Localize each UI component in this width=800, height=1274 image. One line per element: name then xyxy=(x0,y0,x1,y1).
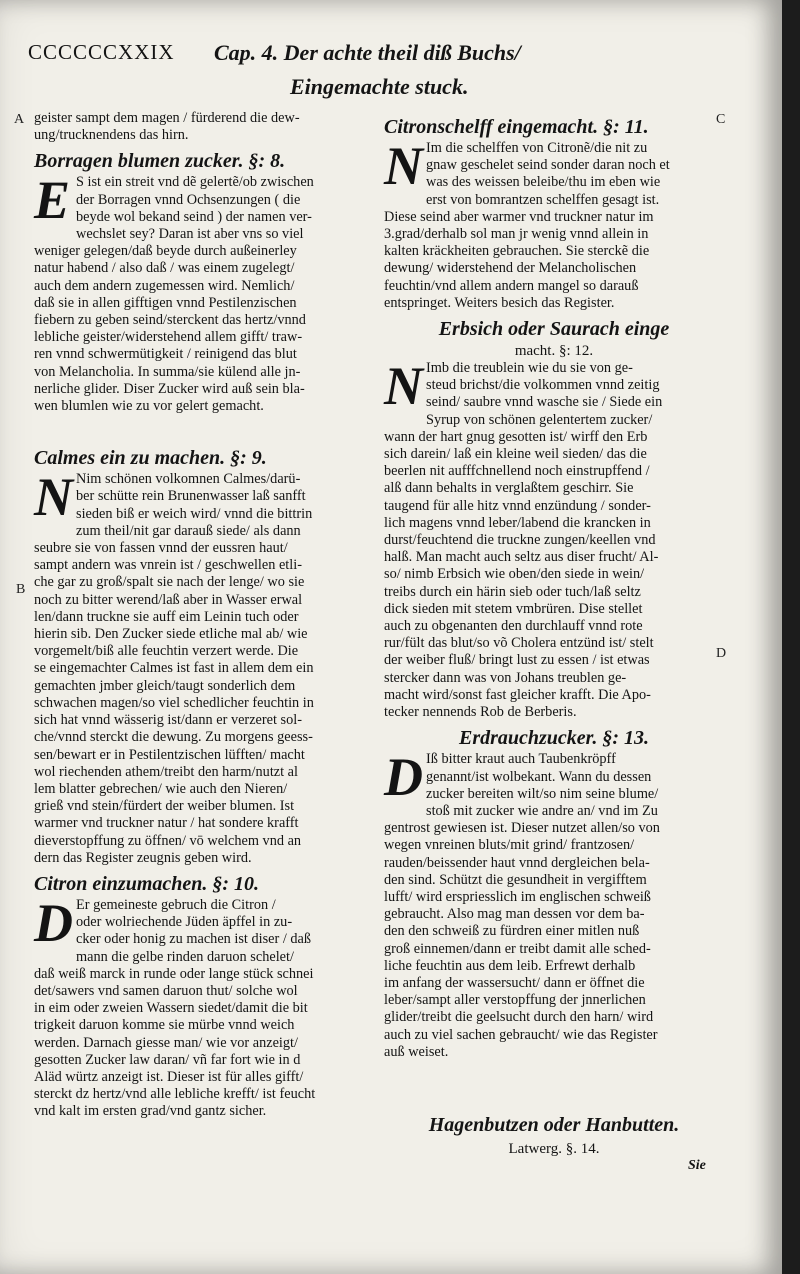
text-line: che gar zu groß/spalt sie nach der lenge/ wo sie xyxy=(34,574,305,591)
text-line: Er gemeineste gebruch die Citron / xyxy=(76,896,276,913)
text-line: Syrup von schönen gelentertem zucker/ xyxy=(426,411,653,428)
text-line: warmer vnd truckner natur / hat sondere krafft xyxy=(34,815,299,832)
text-line: so/ nimb Erbsich wie oben/den siede in wein/ xyxy=(384,566,645,583)
section-heading: Erbsich oder Saurach einge xyxy=(438,318,670,341)
text-line: zum theil/nit gar darauß siede/ als dann xyxy=(76,522,301,539)
text-line: taugend für alle hitz vnnd enzündung / sonder- xyxy=(384,497,651,514)
text-line: cker oder honig zu machen ist diser / daß xyxy=(76,931,312,948)
section-heading-continued: macht. §: 12. xyxy=(514,343,594,360)
text-line: len/dann truckne sie auff eim Leinin tuch oder xyxy=(34,608,299,625)
text-line: genannt/ist wolbekant. Wann du dessen xyxy=(426,768,652,785)
text-line: daß weiß marck in runde oder lange stück schnei xyxy=(34,965,314,982)
page-number: CCCCCCXXIX xyxy=(28,40,175,64)
text-line: rauden/beissender haut vnnd dergleichen bela- xyxy=(384,854,650,871)
text-line: entspringet. Weiters besich das Register. xyxy=(384,294,615,311)
text-line: den den schweiß zu fürdren einer mitlen nuß xyxy=(384,923,640,940)
text-line: dewung/ widerstehend der Melancholischen xyxy=(384,260,637,277)
text-line: in eim oder zweien Wassern siedet/damit die bit xyxy=(34,1000,308,1017)
text-line: durst/feuchtend die truckne zungen/keellen vnd xyxy=(384,532,656,549)
text-line: leber/sampt aller verstopffung der jnnerlichen xyxy=(384,992,646,1009)
section-heading: Citronschelff eingemacht. §: 11. xyxy=(384,116,649,138)
text-line: trigkeit daruon komme sie mürbe vnnd weich xyxy=(34,1017,295,1034)
section-body xyxy=(384,136,724,312)
text-line: lem blatter gebrechen/ wie auch den Nieren/ xyxy=(34,780,288,797)
text-line: seind/ saubre vnnd wasche sie / Siede ein xyxy=(426,394,663,411)
text-line: vnd kalt im ersten grad/vnd gantz sicher. xyxy=(34,1103,267,1120)
margin-letter-c: C xyxy=(716,112,726,127)
page-header xyxy=(28,40,748,110)
section-body xyxy=(34,467,370,867)
text-line: gnaw geschelet seind sonder daran noch et xyxy=(426,157,670,174)
text-line: natur habend / also daß / was einem zugelegt/ xyxy=(34,260,295,277)
text-line: mann die gelbe rinden daruon schelet/ xyxy=(76,948,294,965)
text-line: werden. Darnach giesse man/ wie vor anzeigt/ xyxy=(34,1034,298,1051)
text-line: erst von bomrantzen schelffen gesagt ist. xyxy=(426,191,660,208)
text-line: den sind. Schützt die gesundheit in vergifftem xyxy=(384,871,647,888)
text-line: der Borragen vnnd Ochsenzungen ( die xyxy=(76,191,301,208)
section-heading: Borragen blumen zucker. §: 8. xyxy=(34,150,286,173)
text-line: sieden biß er weich wird/ vnnd die bittrin xyxy=(76,505,313,522)
text-line: vorgemelt/biß alle feuchtin verzert werde. Die xyxy=(34,643,299,660)
text-line: steud brichst/die volkommen vnnd zeitig xyxy=(426,377,660,394)
text-line: macht wird/sonst fast gleicher krafft. Die Apo- xyxy=(384,686,651,703)
section-body xyxy=(384,747,724,1061)
text-line: noch zu bitter werend/laß aber in Wasser erwal xyxy=(34,591,303,608)
section-heading: Erdrauchzucker. §: 13. xyxy=(458,727,650,750)
text-line: kalten kräckheiten gebrauchen. Sie sterckẽ die xyxy=(384,243,650,260)
text-line: sterckt dz hertz/vnd alle lebliche krefft/ ist feucht xyxy=(34,1086,316,1103)
text-line: auch dem andern zugemessen wird. Nemlich/ xyxy=(34,277,295,294)
text-line: nerliche glider. Diser Zucker wird auß sein bla- xyxy=(34,380,305,397)
drop-initial: E xyxy=(34,170,71,231)
text-line: seubre sie von fassen vnnd der eussren haut/ xyxy=(34,540,288,557)
text-line: wann der hart gnug gesotten ist/ wirff den Erb xyxy=(384,428,648,445)
text-line: dern das Register zeugnis geben wird. xyxy=(34,849,252,866)
text-line: Diese seind aber warmer vnd truckner natur im xyxy=(384,208,654,225)
text-line: sen/bewart er in Pestilentzischen lüfften/ macht xyxy=(34,746,305,763)
text-line: beyde wol bekand seind ) der namen ver- xyxy=(76,208,312,225)
running-subtitle: Eingemachte stuck. xyxy=(290,74,469,99)
catchword: Sie xyxy=(688,1158,706,1173)
text-line: liche feuchtin aus dem leib. Erfrewt derhalb xyxy=(384,957,636,974)
section-heading: Calmes ein zu machen. §: 9. xyxy=(34,447,267,470)
text-line: Aläd würtz anzeigt ist. Dieser ist für alles gifft/ xyxy=(34,1068,304,1085)
section-body xyxy=(34,170,370,415)
text-line: wegen vnreinen bluts/mit grind/ frantzosen/ xyxy=(384,837,635,854)
text-line: che/vnnd sterckt die dewung. Zu morgens geess- xyxy=(34,729,313,746)
text-line: beerlen nit aufffchnellend noch einstrupffend / xyxy=(384,463,650,480)
text-line: S ist ein streit vnd dẽ gelertẽ/ob zwischen xyxy=(76,174,314,191)
text-line: hierin sib. Den Zucker siede etliche mal ab/ wie xyxy=(34,626,308,643)
text-line: stercker dann was von Johans treublen ge- xyxy=(384,669,627,686)
text-line: auch zu viel sachen gebraucht/ wie das Register xyxy=(384,1026,658,1043)
text-line: lich magens vnnd leber/labend die krancken in xyxy=(384,514,651,531)
text-line: fiebern zu geben seind/sterckent das hertz/vnnd xyxy=(34,312,306,329)
drop-initial: N xyxy=(34,467,73,528)
text-line: ber schütte rein Brunenwasser laß sanfft xyxy=(76,488,306,505)
book-gutter-edge xyxy=(782,0,800,1274)
margin-letter-a: A xyxy=(14,112,25,127)
margin-letter-b: B xyxy=(16,582,26,597)
running-title: Cap. 4. Der achte theil diß Buchs/ xyxy=(214,40,521,65)
text-line: det/sawers vnd samen daruon thut/ solche wol xyxy=(34,982,298,999)
margin-letter-d: D xyxy=(716,646,727,661)
text-line: geister sampt dem magen / fürderend die dew- xyxy=(34,110,300,126)
text-line: gebraucht. Also mag man dessen vor dem ba- xyxy=(384,906,645,923)
drop-initial: D xyxy=(34,892,73,953)
text-line: gentrost gewiesen ist. Dieser nutzet allen/so von xyxy=(384,820,660,837)
text-line: auch zu obgenanten den durchlauff vnnd rote xyxy=(384,618,643,635)
text-line: lufft/ wird erspriesslich im englischen schweiß xyxy=(384,888,651,905)
text-line: im anfang der wassersucht/ dann er öffnet die xyxy=(384,974,645,991)
drop-initial: N xyxy=(384,356,423,417)
text-line: oder wolriechende Jüden äpffel in zu- xyxy=(76,914,293,931)
text-line: der weiber fluß/ bringt lust zu essen / ist etwas xyxy=(384,652,650,669)
section-body xyxy=(34,892,370,1121)
text-line: daß sie in allen gifftigen vnnd Pestilenzischen xyxy=(34,294,297,311)
text-line: grieß vnd stein/fürdert der weiber blumen. Ist xyxy=(34,798,295,815)
text-line: gemachten jmber gleich/taugt sonderlich dem xyxy=(34,677,296,694)
text-line: Nim schönen volkomnen Calmes/darü- xyxy=(76,471,301,488)
text-line: lebliche geister/widerstehend allem gifft/ traw- xyxy=(34,329,303,346)
section-body xyxy=(384,356,727,721)
text-line: sich hat vnnd wässerig ist/dann er verzeret sol- xyxy=(34,712,302,729)
text-line: alß dann behalts in verglaßtem geschirr. Sie xyxy=(384,480,634,497)
next-section-heading: Hagenbutzen oder Hanbutten. xyxy=(428,1114,680,1136)
left-column xyxy=(34,110,370,1121)
text-line: zucker bereiten wilt/so nim seine blume/ xyxy=(426,785,659,802)
text-line: ren vnnd schwermütigkeit / reinigend das blut xyxy=(34,346,297,363)
text-line: halß. Man macht auch seltz aus diser frucht/ Al- xyxy=(384,549,659,566)
section-heading: Citron einzumachen. §: 10. xyxy=(34,872,260,895)
next-section-subheading: Latwerg. §. 14. xyxy=(508,1141,600,1157)
text-line: feuchtin/vnd allem andern mangel so darauß xyxy=(384,277,639,294)
text-line: dieverstopffung zu öffnen/ vō welchem vnd an xyxy=(34,832,302,849)
text-line: Iß bitter kraut auch Taubenkröpff xyxy=(426,751,616,768)
text-line: wol riechenden athem/treibt den harm/nutzt al xyxy=(34,763,298,780)
text-line: 3.grad/derhalb sol man jr wenig vnnd allein in xyxy=(384,226,649,243)
text-line: rur/fült das blut/so võ Cholera entzünd ist/ stelt xyxy=(384,635,654,652)
text-line: was des weissen beleibe/thu im eben wie xyxy=(426,174,661,191)
right-column xyxy=(384,110,727,1061)
drop-initial: D xyxy=(384,747,423,808)
text-line: tecker nennends Rob de Berberis. xyxy=(384,704,577,721)
text-line: weniger gelegen/daß beyde durch außeinerley xyxy=(34,243,297,260)
text-line: von Melancholia. In summa/sie külend alle jn- xyxy=(34,363,301,380)
text-line: schwachen magen/so viel schedlicher feuchtin in xyxy=(34,694,314,711)
text-line: wen blumlen wie zu vor gelert gemacht. xyxy=(34,398,264,415)
text-line: Imb die treublein wie du sie von ge- xyxy=(426,360,633,377)
text-line: stoß mit zucker wie andre an/ vnd im Zu xyxy=(426,802,658,819)
text-line: ung/trucknendens das hirn. xyxy=(34,127,189,144)
text-line: gesotten Zucker law daran/ vñ far fort wie in d xyxy=(34,1051,301,1068)
drop-initial: N xyxy=(384,136,423,196)
text-line: wechslet sey? Daran ist aber vns so viel xyxy=(76,226,304,243)
text-line: auß weiset. xyxy=(384,1043,449,1060)
text-line: treibs durch ein härin sieb oder tuch/laß seltz xyxy=(384,583,641,600)
text-line: sich darein/ laß ein kleine weil sieden/ das die xyxy=(384,446,647,463)
text-line: se eingemachter Calmes ist fast in allem dem ein xyxy=(34,660,314,677)
text-line: sampt andern was vnrein ist / geschwellen etli- xyxy=(34,557,302,574)
text-line: dick sieden mit stetem vmbrüren. Dise stellet xyxy=(384,600,643,617)
text-line: groß einnemen/dann er treibt damit alle sched- xyxy=(384,940,651,957)
text-line: glider/treibt die geelsucht durch den harn/ wird xyxy=(384,1009,654,1026)
text-line: Im die schelffen von Citronẽ/die nit zu xyxy=(426,140,648,156)
